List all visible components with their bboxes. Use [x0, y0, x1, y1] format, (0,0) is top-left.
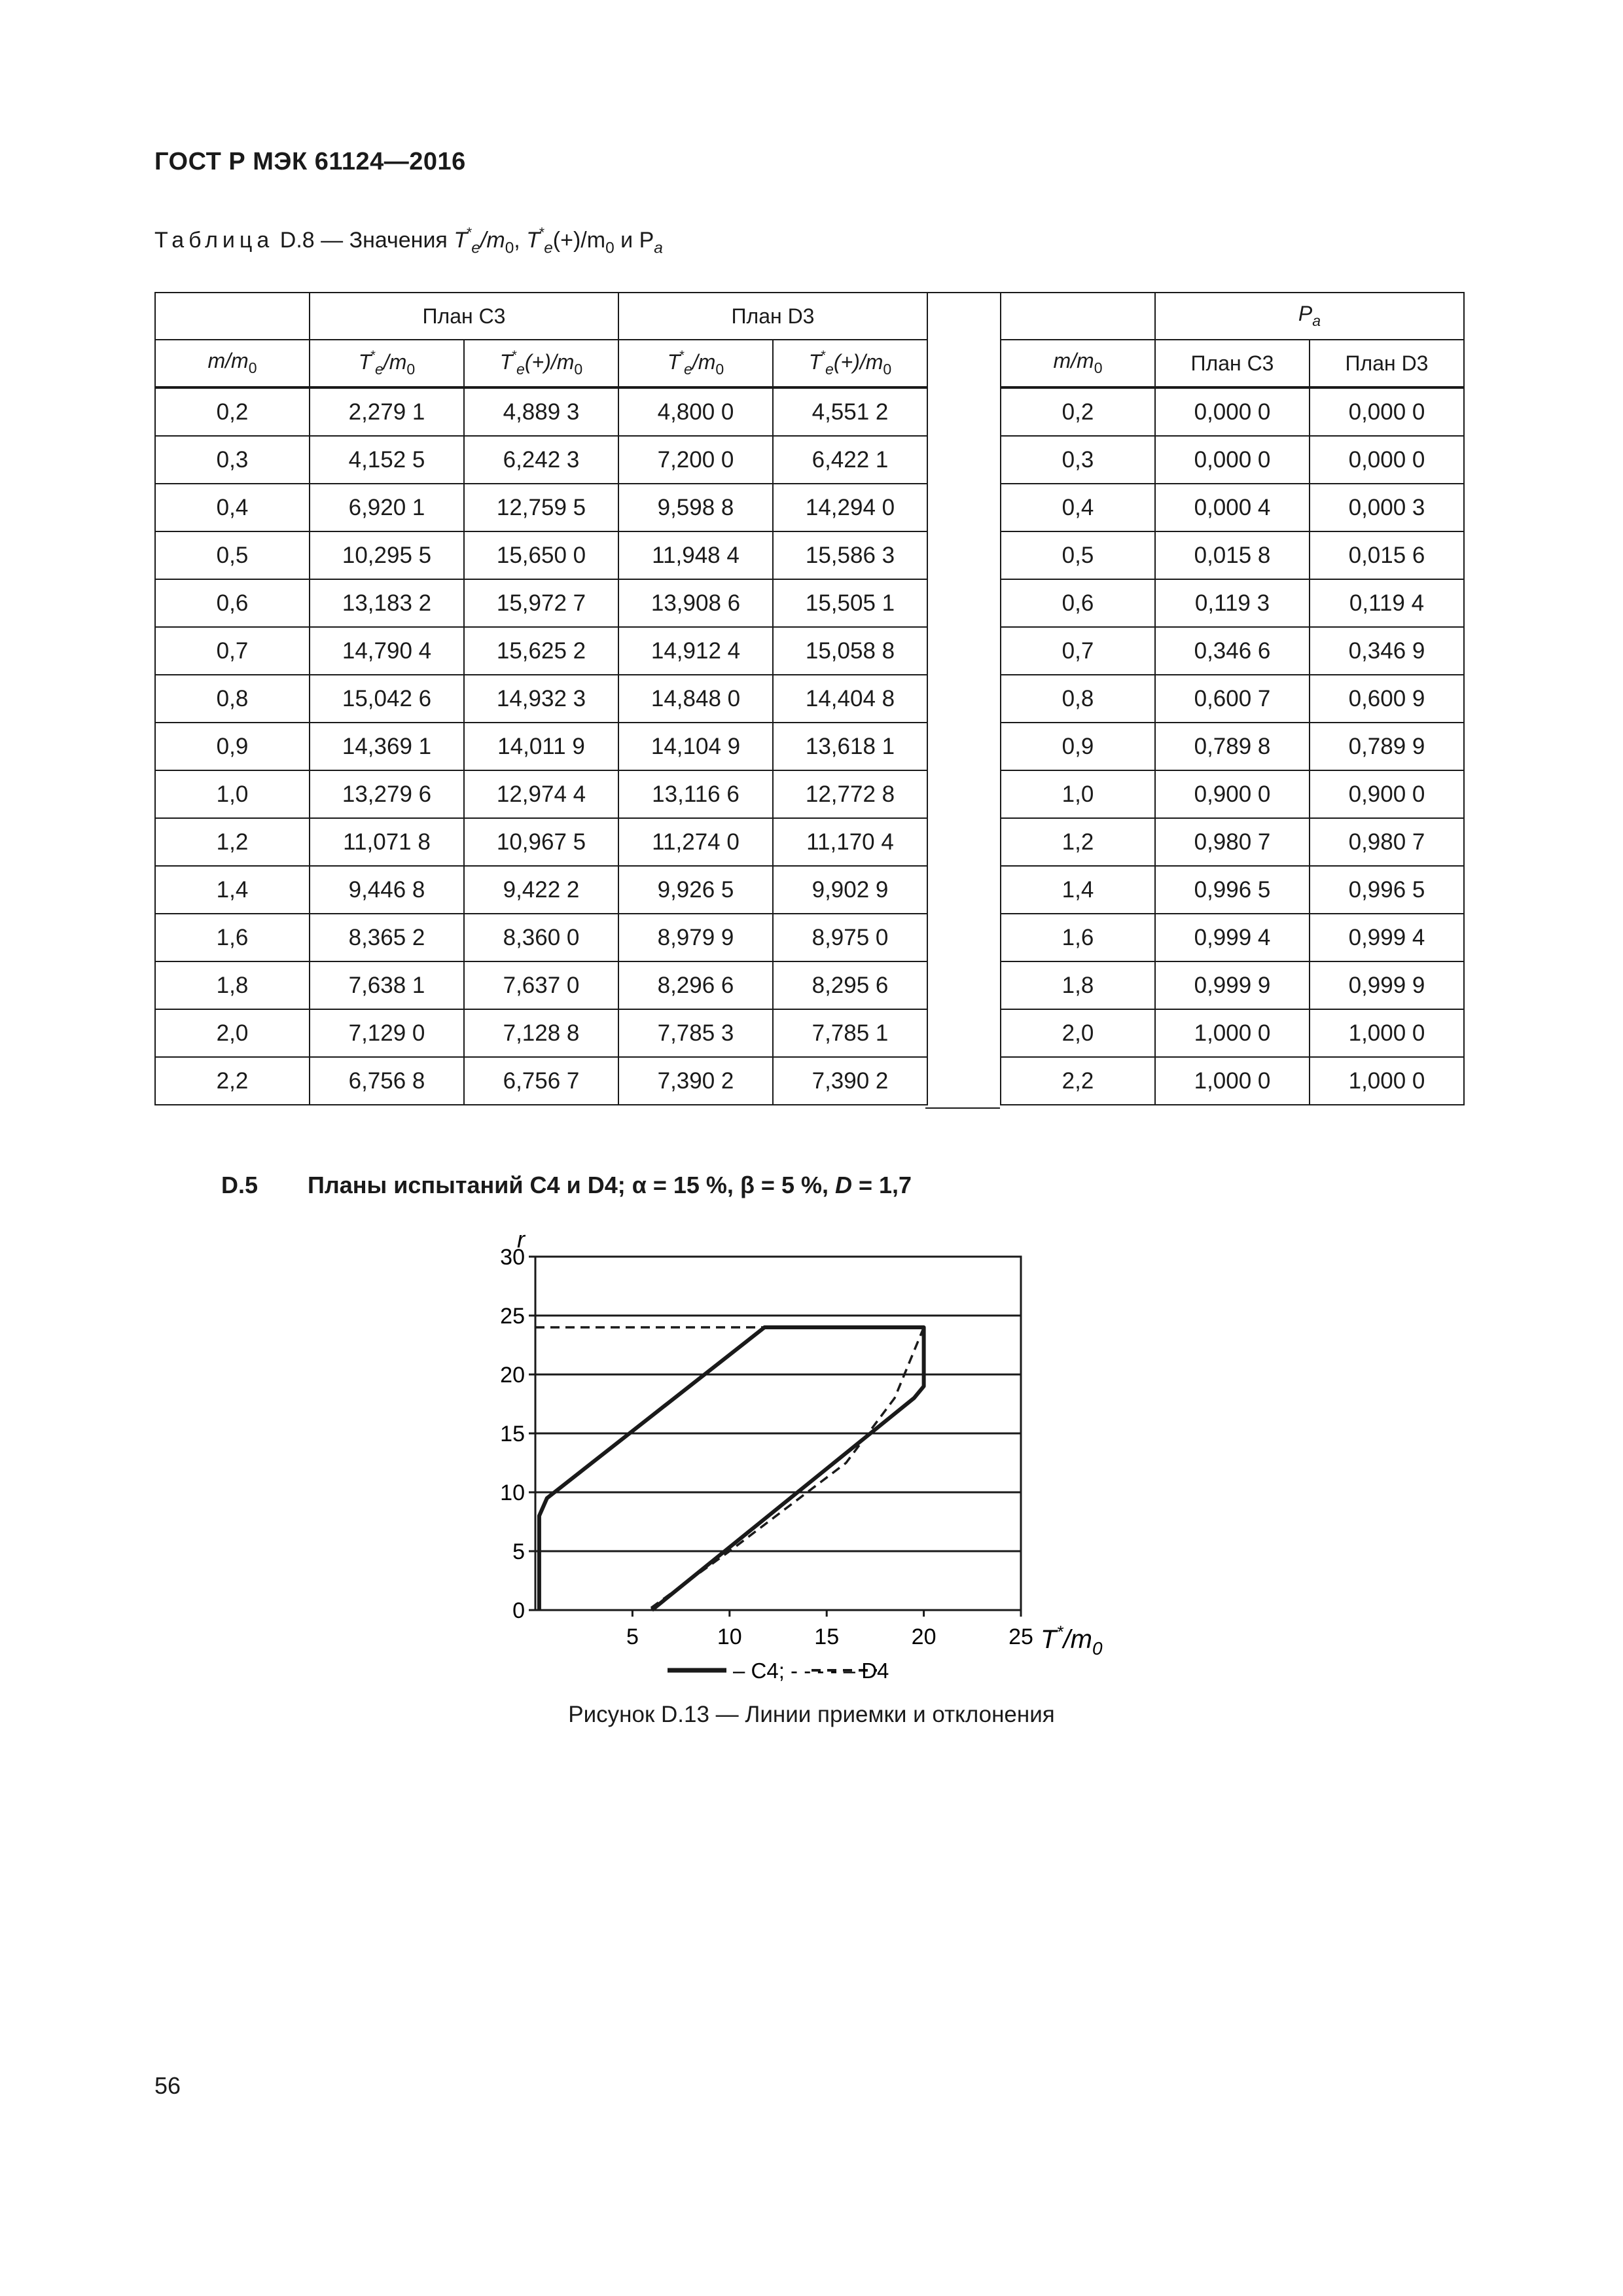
values-table-cell: 0,4	[155, 484, 310, 531]
pa-table-cell: 0,3	[1001, 436, 1155, 484]
y-tick-label: 10	[500, 1480, 525, 1505]
values-table-row	[155, 1009, 927, 1057]
pa-table-cell: 0,900 0	[1155, 770, 1310, 818]
pa-table-row	[1001, 914, 1464, 961]
values-table-cell: 6,422 1	[773, 436, 927, 484]
pa-column-header-row	[1001, 340, 1464, 387]
pa-table	[1000, 292, 1465, 1105]
values-table-row	[155, 436, 927, 484]
values-table-cell: 11,170 4	[773, 818, 927, 866]
table-group-header-row	[155, 293, 927, 340]
values-table-cell: 6,920 1	[310, 484, 464, 531]
pa-table-row	[1001, 675, 1464, 723]
chart-legend	[668, 1659, 889, 1683]
values-table-cell: 0,2	[155, 387, 310, 436]
series-line-d4	[648, 1327, 923, 1610]
series-line-c4	[539, 1327, 924, 1610]
y-tick-label: 25	[500, 1304, 525, 1329]
pa-table-row	[1001, 723, 1464, 770]
values-table-cell: 4,551 2	[773, 387, 927, 436]
values-table-cell: 4,800 0	[618, 387, 773, 436]
values-table-cell: 0,9	[155, 723, 310, 770]
pa-header: $P_a$	[1155, 293, 1464, 340]
pa-table-cell: 0,000 0	[1155, 387, 1310, 436]
pa-table-cell: 1,8	[1001, 961, 1155, 1009]
values-table-cell: 9,902 9	[773, 866, 927, 914]
values-table-cell: 1,2	[155, 818, 310, 866]
pa-table-cell: 0,9	[1001, 723, 1155, 770]
pa-table-cell: 1,000 0	[1310, 1057, 1464, 1105]
pa-table-cell: 0,2	[1001, 387, 1155, 436]
y-tick-label: 5	[512, 1539, 525, 1564]
pa-table-row	[1001, 1057, 1464, 1105]
pa-table-cell: 0,980 7	[1155, 818, 1310, 866]
pa-table-cell: 0,5	[1001, 531, 1155, 579]
values-table-cell: 10,295 5	[310, 531, 464, 579]
values-table-cell: 2,0	[155, 1009, 310, 1057]
col-c3-te-plus-m0: $T^*_e(+)/m_0$	[464, 340, 618, 387]
values-table-cell: 7,637 0	[464, 961, 618, 1009]
pa-col-m-m0: $m/m_0$	[1001, 340, 1155, 387]
pa-table-cell: 0,000 4	[1155, 484, 1310, 531]
values-table-cell: 7,129 0	[310, 1009, 464, 1057]
pa-table-cell: 1,000 0	[1155, 1057, 1310, 1105]
pa-table-row	[1001, 770, 1464, 818]
values-table-cell: 15,650 0	[464, 531, 618, 579]
values-table-cell: 15,505 1	[773, 579, 927, 627]
x-tick-label: 25	[1008, 1624, 1033, 1649]
pa-table-cell: 0,119 4	[1310, 579, 1464, 627]
pa-table-cell: 0,789 8	[1155, 723, 1310, 770]
values-table-cell: 9,598 8	[618, 484, 773, 531]
chart-grid	[535, 1316, 1021, 1551]
pa-table-cell: 0,119 3	[1155, 579, 1310, 627]
pa-table-cell: 1,6	[1001, 914, 1155, 961]
values-table-cell: 7,390 2	[618, 1057, 773, 1105]
values-table-cell: 13,183 2	[310, 579, 464, 627]
table-column-header-row	[155, 340, 927, 387]
values-table-row	[155, 531, 927, 579]
values-table-cell: 0,3	[155, 436, 310, 484]
values-table-row	[155, 914, 927, 961]
pa-table-row	[1001, 961, 1464, 1009]
values-table-row	[155, 961, 927, 1009]
values-table-cell: 8,296 6	[618, 961, 773, 1009]
values-table-cell: 1,8	[155, 961, 310, 1009]
pa-table-cell: 0,999 9	[1310, 961, 1464, 1009]
values-table-row	[155, 627, 927, 675]
values-table-cell: 13,116 6	[618, 770, 773, 818]
values-table-row	[155, 818, 927, 866]
pa-table-row	[1001, 579, 1464, 627]
pa-table-cell: 0,8	[1001, 675, 1155, 723]
values-table-cell: 14,790 4	[310, 627, 464, 675]
values-table-cell: 0,5	[155, 531, 310, 579]
values-table-cell: 7,200 0	[618, 436, 773, 484]
col-c3-te-m0: $T^*_e/m_0$	[310, 340, 464, 387]
pa-col-plan-d3: План D3	[1310, 340, 1464, 387]
values-table-cell: 13,618 1	[773, 723, 927, 770]
y-tick-label: 15	[500, 1422, 525, 1446]
col-d3-te-m0: $T^*_e/m_0$	[618, 340, 773, 387]
table-caption-number: D.8 — Значения	[279, 227, 448, 253]
values-table-cell: 14,932 3	[464, 675, 618, 723]
values-table-cell: 6,756 8	[310, 1057, 464, 1105]
legend-text: – C4; - - - - – D4	[733, 1659, 889, 1683]
values-table-cell: 11,948 4	[618, 531, 773, 579]
x-tick-label: 15	[814, 1624, 840, 1649]
pa-table-cell: 0,015 6	[1310, 531, 1464, 579]
values-table-cell: 14,912 4	[618, 627, 773, 675]
pa-table-cell: 2,0	[1001, 1009, 1155, 1057]
pa-table-cell: 0,999 4	[1155, 914, 1310, 961]
values-table-cell: 14,104 9	[618, 723, 773, 770]
plan-d3-header: План D3	[618, 293, 927, 340]
col-d3-te-plus-m0: $T^*_e(+)/m_0$	[773, 340, 927, 387]
values-table-cell: 8,360 0	[464, 914, 618, 961]
values-table-cell: 15,972 7	[464, 579, 618, 627]
values-table-cell: 15,058 8	[773, 627, 927, 675]
pa-table-row	[1001, 866, 1464, 914]
pa-table-row	[1001, 818, 1464, 866]
pa-table-cell: 0,346 9	[1310, 627, 1464, 675]
values-table-cell: 9,446 8	[310, 866, 464, 914]
values-table-cell: 2,2	[155, 1057, 310, 1105]
pa-table-cell: 1,4	[1001, 866, 1155, 914]
values-table-cell: 14,848 0	[618, 675, 773, 723]
values-table-cell: 12,974 4	[464, 770, 618, 818]
pa-table-row	[1001, 531, 1464, 579]
pa-table-cell: 0,900 0	[1310, 770, 1464, 818]
values-table-row	[155, 387, 927, 436]
pa-table-cell: 0,000 0	[1310, 436, 1464, 484]
y-tick-label: 0	[512, 1598, 525, 1623]
values-table-cell: 8,975 0	[773, 914, 927, 961]
values-table-cell: 15,586 3	[773, 531, 927, 579]
pa-table-cell: 0,600 9	[1310, 675, 1464, 723]
pa-table-cell: 0,000 0	[1155, 436, 1310, 484]
pa-table-cell: 0,000 0	[1310, 387, 1464, 436]
figure-caption: Рисунок D.13 — Линии приемки и отклонения	[568, 1702, 1055, 1727]
pa-col-plan-c3: План C3	[1155, 340, 1310, 387]
pa-table-cell: 0,000 3	[1310, 484, 1464, 531]
pa-table-row	[1001, 484, 1464, 531]
pa-table-cell: 0,999 9	[1155, 961, 1310, 1009]
document-header: ГОСТ Р МЭК 61124—2016	[154, 148, 466, 175]
values-table-cell: 0,8	[155, 675, 310, 723]
values-table-cell: 1,0	[155, 770, 310, 818]
values-table-cell: 8,365 2	[310, 914, 464, 961]
values-table-cell: 7,390 2	[773, 1057, 927, 1105]
pa-table-body	[1001, 387, 1464, 1105]
values-table-cell: 1,6	[155, 914, 310, 961]
values-table-cell: 4,152 5	[310, 436, 464, 484]
pa-group-header-row	[1001, 293, 1464, 340]
values-table-row	[155, 1057, 927, 1105]
values-table-cell: 6,242 3	[464, 436, 618, 484]
y-axis-label: r	[517, 1226, 525, 1253]
values-table-cell: 9,926 5	[618, 866, 773, 914]
pa-table-cell: 1,2	[1001, 818, 1155, 866]
chart-series	[535, 1327, 924, 1610]
pa-table-cell: 0,4	[1001, 484, 1155, 531]
pa-table-cell: 1,000 0	[1155, 1009, 1310, 1057]
values-table	[154, 292, 928, 1105]
values-table-cell: 8,295 6	[773, 961, 927, 1009]
pa-table-cell: 0,999 4	[1310, 914, 1464, 961]
pa-table-row	[1001, 627, 1464, 675]
values-table-cell: 9,422 2	[464, 866, 618, 914]
table-separator-column	[925, 292, 1000, 1109]
values-table-cell: 11,274 0	[618, 818, 773, 866]
values-table-cell: 0,6	[155, 579, 310, 627]
pa-table-cell: 0,015 8	[1155, 531, 1310, 579]
values-table-cell: 6,756 7	[464, 1057, 618, 1105]
empty-header-cell	[155, 293, 310, 340]
values-table-cell: 14,011 9	[464, 723, 618, 770]
pa-table-cell: 1,0	[1001, 770, 1155, 818]
values-table-cell: 2,279 1	[310, 387, 464, 436]
values-table-cell: 15,042 6	[310, 675, 464, 723]
values-table-cell: 14,294 0	[773, 484, 927, 531]
values-table-row	[155, 675, 927, 723]
pa-table-row	[1001, 1009, 1464, 1057]
values-table-cell: 12,772 8	[773, 770, 927, 818]
values-table-cell: 10,967 5	[464, 818, 618, 866]
section-title: Планы испытаний C4 и D4; α = 15 %, β = 5 %, D = 1,7	[308, 1172, 912, 1198]
values-table-cell: 7,638 1	[310, 961, 464, 1009]
values-table-cell: 13,279 6	[310, 770, 464, 818]
pa-table-cell: 0,789 9	[1310, 723, 1464, 770]
y-tick-label: 20	[500, 1363, 525, 1388]
pa-table-cell: 2,2	[1001, 1057, 1155, 1105]
values-table-row	[155, 484, 927, 531]
values-table-cell: 7,785 3	[618, 1009, 773, 1057]
pa-table-row	[1001, 387, 1464, 436]
values-table-cell: 12,759 5	[464, 484, 618, 531]
x-axis-label: $T^*/m_0$	[1041, 1622, 1103, 1659]
pa-table-cell: 0,7	[1001, 627, 1155, 675]
pa-table-cell: 0,600 7	[1155, 675, 1310, 723]
values-table-row	[155, 579, 927, 627]
pa-table-cell: 0,980 7	[1310, 818, 1464, 866]
values-table-cell: 7,128 8	[464, 1009, 618, 1057]
pa-table-cell: 0,996 5	[1155, 866, 1310, 914]
values-table-body	[155, 387, 927, 1105]
values-table-cell: 13,908 6	[618, 579, 773, 627]
values-table-cell: 14,404 8	[773, 675, 927, 723]
values-table-cell: 15,625 2	[464, 627, 618, 675]
table-caption-prefix: Таблица	[154, 227, 274, 253]
values-table-cell: 4,889 3	[464, 387, 618, 436]
values-table-row	[155, 723, 927, 770]
values-table-cell: 14,369 1	[310, 723, 464, 770]
acceptance-rejection-chart	[458, 1217, 1165, 1689]
pa-table-cell: 0,6	[1001, 579, 1155, 627]
pa-table-row	[1001, 436, 1464, 484]
values-table-cell: 11,071 8	[310, 818, 464, 866]
pa-empty-header-cell	[1001, 293, 1155, 340]
chart-ticks	[500, 1245, 1033, 1649]
pa-table-cell: 1,000 0	[1310, 1009, 1464, 1057]
values-table-row	[155, 770, 927, 818]
x-tick-label: 5	[626, 1624, 639, 1649]
plan-c3-header: План C3	[310, 293, 618, 340]
values-table-cell: 0,7	[155, 627, 310, 675]
pa-table-cell: 0,996 5	[1310, 866, 1464, 914]
values-table-cell: 1,4	[155, 866, 310, 914]
values-table-cell: 7,785 1	[773, 1009, 927, 1057]
page-number: 56	[154, 2072, 181, 2099]
values-table-row	[155, 866, 927, 914]
y-tick-label: 30	[500, 1245, 525, 1270]
section-number: D.5	[221, 1172, 259, 1198]
x-tick-label: 20	[911, 1624, 936, 1649]
pa-table-cell: 0,346 6	[1155, 627, 1310, 675]
table-caption: Таблица D.8 — Значения $T^*_e/m_0$, $T^*_e(+)/m_0$ и $P_a$	[154, 225, 663, 257]
x-tick-label: 10	[717, 1624, 742, 1649]
values-table-cell: 8,979 9	[618, 914, 773, 961]
col-m-m0: $m/m_0$	[155, 340, 310, 387]
